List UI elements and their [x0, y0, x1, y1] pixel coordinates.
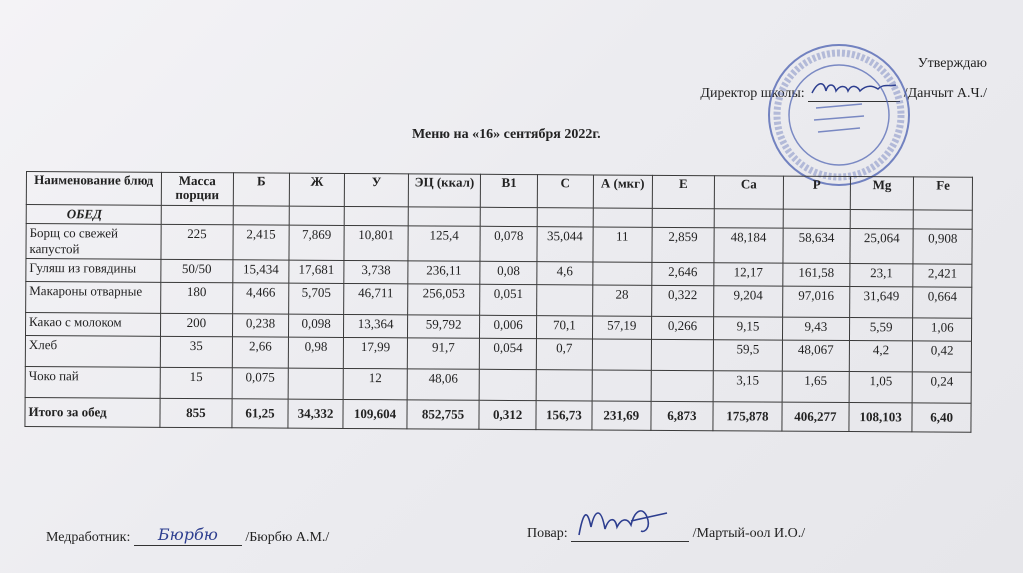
- table-cell: 2,66: [232, 337, 288, 368]
- table-cell: 25,064: [850, 229, 914, 264]
- school-stamp: [764, 40, 914, 190]
- table-cell: 1,06: [913, 318, 972, 341]
- column-header: Са: [714, 176, 783, 209]
- table-cell: 4,466: [233, 283, 289, 314]
- table-cell: [288, 368, 344, 399]
- table-cell: 9,43: [782, 317, 849, 340]
- column-header: Е: [652, 175, 714, 208]
- table-cell: 12,17: [714, 263, 783, 286]
- table-cell: 46,711: [344, 283, 408, 314]
- table-cell: [536, 370, 592, 401]
- table-cell: 125,4: [408, 226, 481, 261]
- table-cell: 59,5: [713, 340, 782, 371]
- table-cell: 0,08: [480, 261, 537, 284]
- table-cell: 0,7: [536, 339, 592, 370]
- table-cell: [651, 339, 713, 370]
- table-cell: 180: [160, 282, 233, 313]
- table-cell: 12: [343, 368, 407, 399]
- table-cell: 0,908: [913, 229, 972, 264]
- table-cell: [537, 285, 593, 316]
- table-cell: 0,098: [288, 314, 344, 337]
- total-cell: 61,25: [232, 399, 288, 428]
- table-cell: 7,869: [289, 225, 345, 260]
- column-header: В1: [481, 174, 538, 207]
- table-cell: 4,6: [537, 262, 593, 285]
- table-cell: 236,11: [408, 261, 481, 284]
- cook-signature-block: [527, 523, 805, 542]
- table-cell: 0,266: [651, 316, 713, 339]
- table-cell: 28: [592, 285, 651, 316]
- total-cell: 0,312: [479, 400, 536, 429]
- table-cell: 9,204: [714, 286, 783, 317]
- table-cell: [592, 262, 651, 285]
- total-row: [25, 397, 971, 432]
- table-cell: 13,364: [344, 314, 408, 337]
- total-cell: 6,873: [651, 401, 713, 430]
- medic-label: Медработник:: [46, 530, 131, 545]
- total-cell: 231,69: [592, 401, 651, 430]
- table-cell: 15: [160, 367, 233, 398]
- column-header: Масса порции: [161, 172, 234, 205]
- total-cell: 855: [159, 398, 232, 427]
- medic-signature-line: [134, 525, 242, 546]
- table-cell: 0,006: [480, 315, 537, 338]
- approve-label: Утверждаю: [917, 56, 987, 71]
- cook-name: /Мартый-оол И.О./: [692, 526, 806, 541]
- table-cell: 3,15: [713, 371, 782, 402]
- table-cell: 0,051: [480, 284, 537, 315]
- table-cell: 4,2: [849, 341, 913, 372]
- column-header: А (мкг): [593, 175, 652, 208]
- column-header: С: [537, 175, 593, 208]
- table-cell: 0,238: [233, 314, 289, 337]
- table-cell: 17,681: [289, 260, 345, 283]
- table-cell: [592, 370, 651, 401]
- column-header: Mg: [850, 177, 914, 210]
- table-cell: 0,42: [913, 341, 972, 372]
- table-cell: 10,801: [344, 225, 408, 260]
- column-header: Р: [783, 176, 850, 209]
- dish-name: Макароны отварные: [26, 282, 161, 314]
- table-cell: 50/50: [160, 259, 233, 282]
- column-header: У: [345, 173, 409, 206]
- table-cell: 2,646: [652, 262, 714, 285]
- medic-name: /Бюрбю А.М./: [245, 530, 330, 545]
- table-cell: 31,649: [850, 287, 914, 318]
- cook-signature-line: [571, 523, 689, 542]
- medic-signature: Бюрбю: [157, 525, 218, 544]
- total-cell: 34,332: [288, 399, 344, 428]
- table-cell: 57,19: [592, 316, 651, 339]
- medic-signature-block: [46, 525, 329, 546]
- table-cell: 11: [593, 227, 652, 262]
- table-cell: 0,078: [480, 226, 537, 261]
- table-cell: 0,664: [913, 287, 972, 318]
- dish-name: Гуляш из говядины: [26, 259, 161, 283]
- table-cell: 35,044: [537, 227, 593, 262]
- table-cell: 0,24: [912, 372, 971, 403]
- total-cell: 175,878: [713, 402, 782, 431]
- director-name: /Данчыт А.Ч./: [903, 86, 987, 101]
- table-cell: 23,1: [850, 264, 914, 287]
- table-cell: 0,054: [480, 338, 537, 369]
- table-cell: 70,1: [537, 316, 593, 339]
- table-cell: 48,184: [714, 228, 783, 263]
- page-title: Меню на «16» сентября 2022г.: [412, 127, 601, 142]
- total-cell: 156,73: [536, 401, 592, 430]
- cook-label: Повар:: [527, 526, 568, 541]
- section-title: ОБЕД: [26, 205, 161, 225]
- table-cell: 200: [160, 313, 233, 336]
- total-cell: 109,604: [343, 399, 407, 428]
- total-cell: 406,277: [782, 402, 849, 431]
- menu-table: [24, 171, 973, 433]
- dish-name: Хлеб: [25, 336, 160, 368]
- table-cell: 58,634: [783, 228, 850, 263]
- table-cell: 161,58: [783, 263, 850, 286]
- dish-name: Чоко пай: [25, 366, 160, 398]
- table-cell: 0,075: [232, 368, 288, 399]
- table-cell: [651, 370, 713, 401]
- column-header: Б: [233, 173, 289, 206]
- table-cell: 5,59: [849, 318, 913, 341]
- table-cell: 256,053: [407, 284, 480, 315]
- dish-name: Борщ со свежей капустой: [26, 224, 161, 260]
- total-cell: 6,40: [912, 403, 971, 432]
- dish-name: Какао с молоком: [25, 313, 160, 337]
- total-cell: 852,755: [407, 400, 480, 429]
- table-cell: 2,859: [652, 227, 714, 262]
- table-cell: 15,434: [233, 260, 289, 283]
- table-cell: 2,415: [233, 225, 289, 260]
- table-cell: 225: [161, 224, 234, 259]
- table-cell: 91,7: [407, 338, 480, 369]
- cook-signature: [571, 503, 689, 539]
- table-cell: 0,322: [651, 285, 713, 316]
- table-cell: 9,15: [713, 317, 782, 340]
- table-cell: [479, 369, 536, 400]
- director-label: Директор школы:: [700, 86, 805, 101]
- table-cell: 0,98: [288, 337, 344, 368]
- table-cell: 48,06: [407, 369, 480, 400]
- table-cell: 59,792: [407, 315, 480, 338]
- total-label: Итого за обед: [25, 397, 160, 427]
- table-cell: 97,016: [782, 286, 849, 317]
- table-cell: 2,421: [913, 264, 972, 287]
- table-cell: 48,067: [782, 340, 849, 371]
- column-header: Ж: [289, 173, 345, 206]
- table-cell: 1,65: [782, 371, 849, 402]
- table-cell: 3,738: [344, 260, 408, 283]
- column-header: ЭЦ (ккал): [408, 174, 481, 207]
- column-header: Fe: [914, 177, 973, 210]
- total-cell: 108,103: [849, 403, 913, 432]
- table-row: [26, 224, 972, 265]
- column-header: Наименование блюд: [26, 172, 161, 206]
- table-cell: 1,05: [849, 372, 913, 403]
- table-cell: 17,99: [344, 337, 408, 368]
- table-cell: 5,705: [288, 283, 344, 314]
- table-cell: [592, 339, 651, 370]
- table-cell: 35: [160, 336, 233, 367]
